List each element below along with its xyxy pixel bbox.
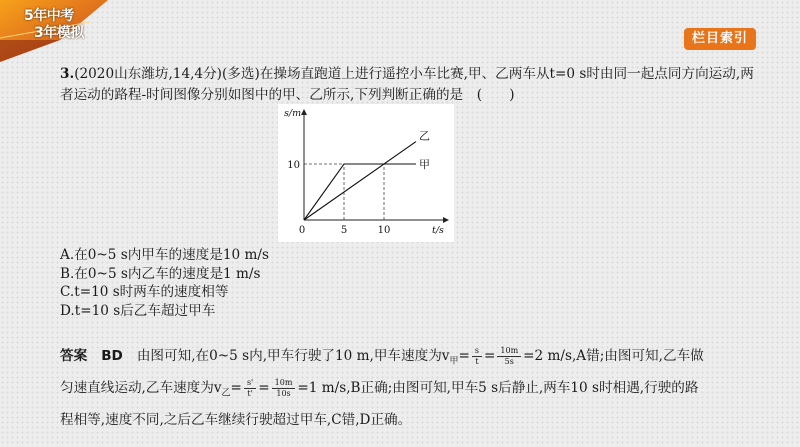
answer-line-3: 程相等,速度不同,之后乙车继续行驶超过甲车,C错,D正确。 [60,412,412,428]
numerator: 10m [272,378,296,389]
fraction [497,346,521,367]
y-tick-label-0: 10 [287,160,300,171]
series-label-0: 甲 [419,158,430,171]
option-a[interactable]: A.在0~5 s内甲车的速度是10 m/s [60,247,269,263]
equals: = [230,380,242,396]
subscript: 乙 [221,388,231,399]
fraction [244,378,256,399]
y-axis-label: s/m [284,108,302,119]
answer-key: BD [101,348,123,364]
question-number: 3. [60,66,75,82]
answer-text: =1 m/s,B正确;由图可知,甲车5 s后静止,两车10 s时相遇,行驶的路 [297,380,699,396]
x-tick-label-2: 10 [377,225,391,236]
answer-line-2 [60,376,698,399]
numerator: s [472,346,482,357]
logo [0,0,108,62]
logo-line2: 3年模拟 [34,25,84,41]
option-c[interactable]: C.t=10 s时两车的速度相等 [60,284,229,300]
answer-text: 由图可知,在0~5 s内,甲车行驶了10 m,甲车速度为v [136,348,450,364]
answer-label: 答案 [60,348,88,364]
question-text: (2020山东潍坊,14,4分)(多选)在操场直跑道上进行遥控小车比赛,甲、乙两车从t=0 s时由同一起点同方向运动,两者运动的路程-时间图像分别如图中的甲、乙所示,下列判断正确的是 ( ) [60,66,754,103]
question [60,64,760,106]
option-b[interactable]: B.在0~5 s内乙车的速度是1 m/s [60,265,261,282]
denominator: t [475,357,479,366]
chart-svg [278,104,454,242]
answer-line-1 [60,344,704,367]
fraction [472,346,482,367]
equals: = [458,348,470,364]
answer-text: =2 m/s,A错;由图可知,乙车做 [523,348,704,364]
x-tick-label-1: 5 [340,225,348,236]
x-axis-label: t/s [432,225,444,236]
answer-text: 匀速直线运动,乙车速度为v [60,380,222,396]
subscript: 甲 [449,356,459,367]
denominator: 10s [276,389,291,398]
denominator: 5s [504,357,514,366]
numerator: 10m [497,346,521,357]
x-tick-label-0: 0 [298,225,306,236]
fraction [272,378,296,399]
options-list [60,246,269,320]
denominator: t' [247,389,253,398]
index-button[interactable]: 栏目索引 [684,28,756,50]
option-d[interactable]: D.t=10 s后乙车超过甲车 [60,302,216,319]
st-graph [278,104,454,242]
equals: = [484,348,496,364]
logo-line1: 5年中考 [24,8,74,24]
series-label-1: 乙 [419,129,430,143]
series-line-0 [304,164,416,220]
numerator: s' [244,378,256,389]
series-line-1 [304,142,416,220]
equals: = [258,380,270,396]
